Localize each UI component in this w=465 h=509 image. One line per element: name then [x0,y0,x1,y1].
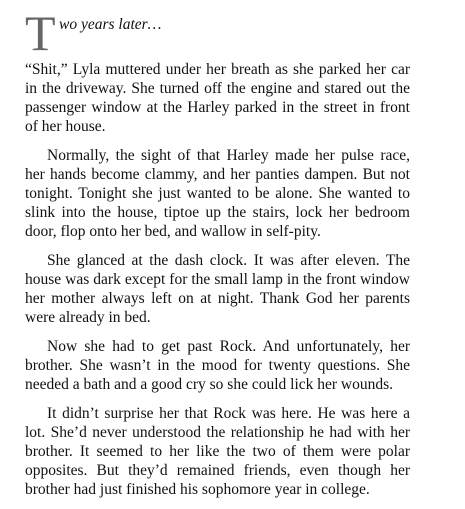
paragraph-5: It didn’t surprise her that Rock was here. He was here a lot. She’d never understood the relationship he had with her brother. It seemed to her like the two of them were polar opposites. But they’d remained friends, even though her brother had just finished his sophomore year in college. [25,405,410,498]
body-text [25,60,410,509]
drop-cap: T [25,5,56,61]
paragraph-4: Now she had to get past Rock. And unfortunately, her brother. She wasn’t in the mood for twenty questions. She needed a bath and a good cry so she could lick her wounds. [25,338,410,393]
chapter-opening-text: wo years later… [59,16,162,33]
chapter-opening [25,5,445,61]
paragraph-2: Normally, the sight of that Harley made her pulse race, her hands become clammy, and her panties dampen. But not tonight. Tonight she just wanted to be alone. She wanted to slink into the house, tiptoe up the stairs, lock her bedroom door, flop onto her bed, and wallow in self-pity. [25,147,410,240]
paragraph-1: “Shit,” Lyla muttered under her breath as she parked her car in the driveway. She turned off the engine and stared out the passenger window at the Harley parked in the street in front of her house. [25,61,410,135]
paragraph-3: She glanced at the dash clock. It was after eleven. The house was dark except for the small lamp in the front window her mother always left on at night. Thank God her parents were already in bed. [25,252,410,326]
